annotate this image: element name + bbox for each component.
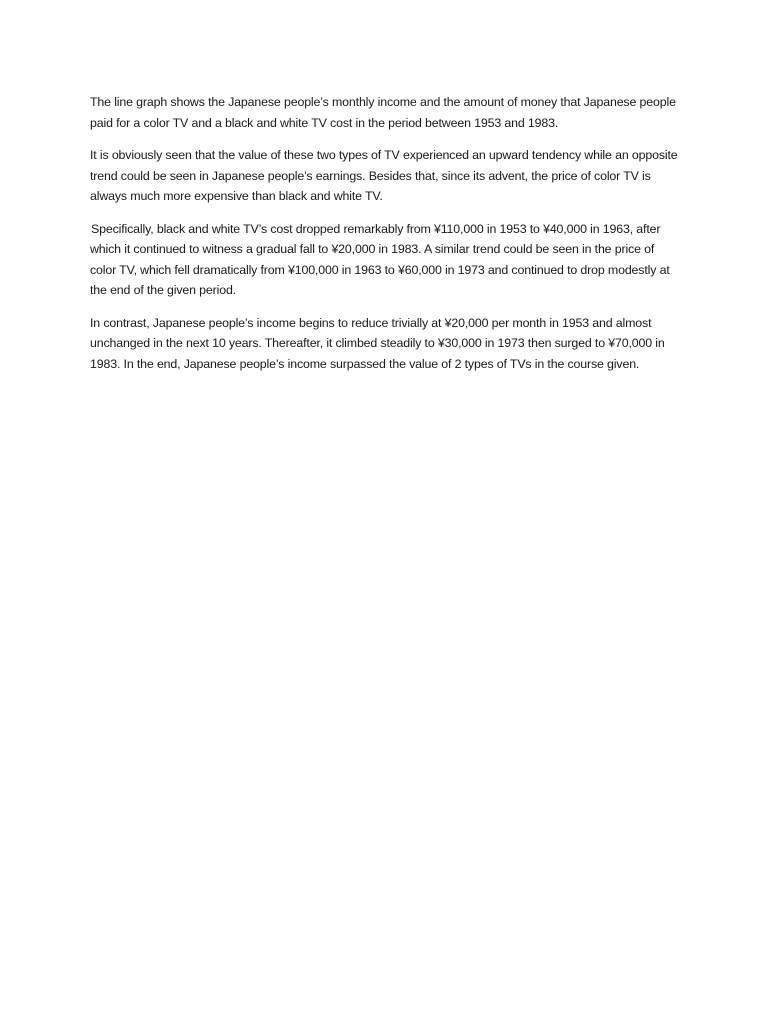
paragraph-tv-prices: Specifically, black and white TV’s cost dropped remarkably from ¥110,000 in 1953 to ¥40,000 in 1963, after which it continued to witness a gradual fall to ¥20,000 in 1983. A similar trend could be seen in the price of color TV, which fell dramatically from ¥100,000 in 1963 to ¥60,000 in 1973 and continued to drop modestly at the end of the given period. bbox=[90, 221, 670, 297]
paragraph-income: In contrast, Japanese people’s income begins to reduce trivially at ¥20,000 per month in 1953 and almost unchanged in the next 10 years. Thereafter, it climbed steadily to ¥30,000 in 1973 then surged to ¥70,000 in 1983. In the end, Japanese people’s income surpassed the value of 2 types of TVs in the course given. bbox=[90, 315, 665, 371]
paragraph-overview: It is obviously seen that the value of these two types of TV experienced an upward tendency while an opposite trend could be seen in Japanese people’s earnings. Besides that, since its advent, the price of color TV is always much more expensive than black and white TV. bbox=[90, 148, 678, 203]
document-body bbox=[90, 92, 680, 386]
paragraph-intro: The line graph shows the Japanese people’s monthly income and the amount of money that Japanese people paid for a color TV and a black and white TV cost in the period between 1953 and 1983. bbox=[90, 95, 676, 130]
